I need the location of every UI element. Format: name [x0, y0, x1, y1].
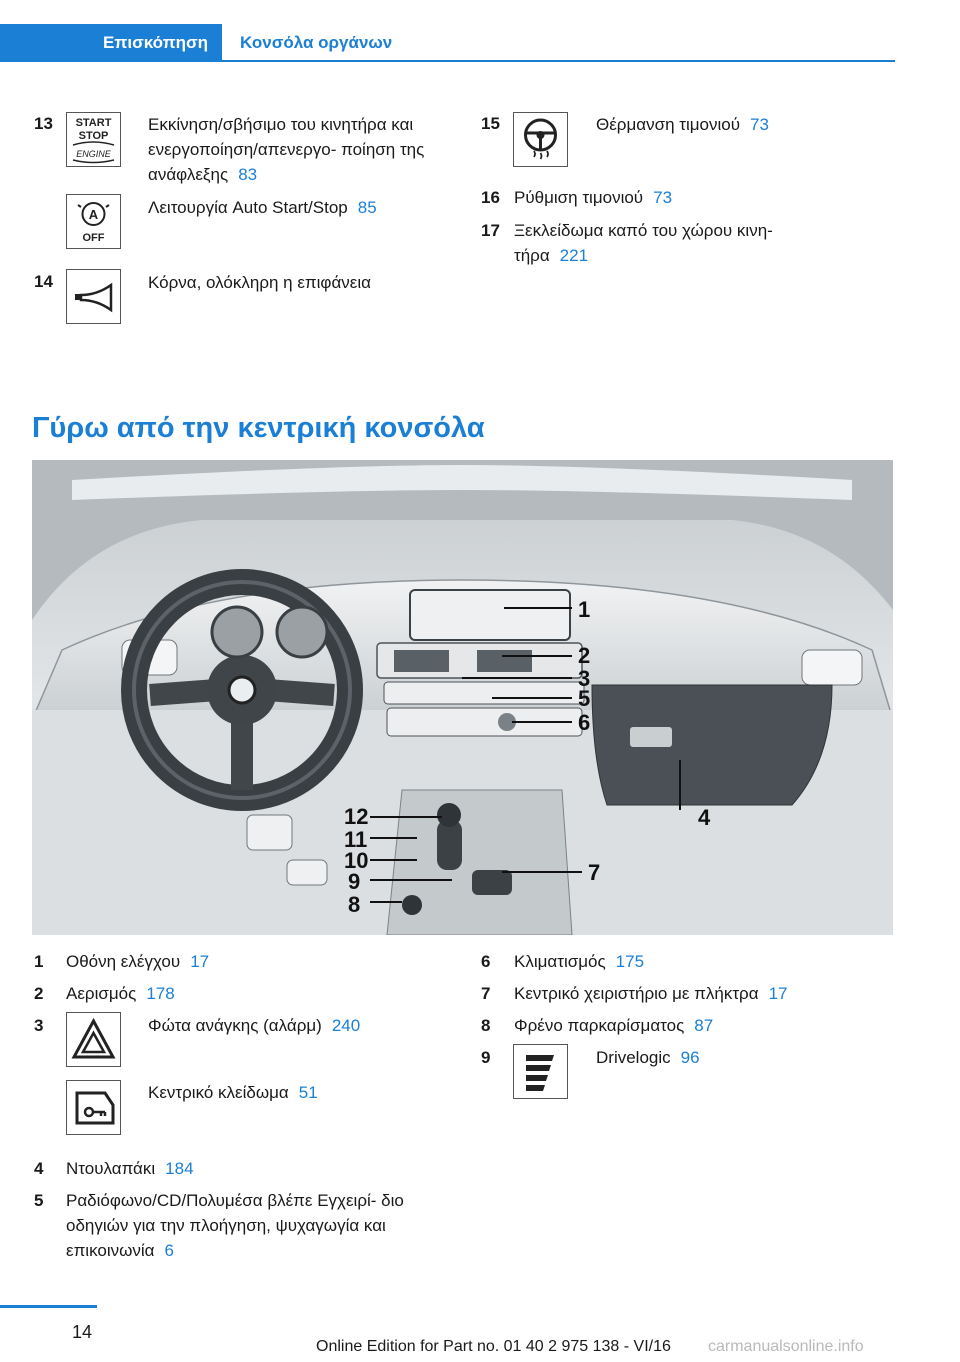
- item-number: 4: [34, 1159, 44, 1178]
- icon-label: A: [88, 207, 99, 222]
- item-text: [148, 270, 438, 295]
- item-text: [514, 949, 894, 974]
- item-number: 7: [481, 984, 491, 1003]
- page-reference[interactable]: 184: [165, 1159, 194, 1178]
- horn-icon: [66, 269, 121, 324]
- callout-number: 4: [698, 805, 711, 830]
- callout-number: 5: [578, 686, 591, 711]
- item-text: [148, 1080, 448, 1105]
- callout-number: 12: [344, 804, 369, 829]
- callout-number: 11: [344, 827, 368, 852]
- item-text: [66, 981, 446, 1006]
- page-reference[interactable]: 6: [164, 1241, 174, 1260]
- item-number: 8: [481, 1016, 491, 1035]
- tab-instrument-panel[interactable]: Κονσόλα οργάνων: [240, 33, 393, 52]
- item-number: 14: [34, 272, 53, 291]
- item-text: [66, 949, 446, 974]
- icon-label: OFF: [82, 232, 105, 244]
- item-number: 17: [481, 221, 500, 240]
- icon-label: START: [75, 117, 112, 129]
- page-reference[interactable]: 17: [190, 952, 210, 971]
- page-reference[interactable]: 85: [357, 198, 377, 217]
- dashboard-drawing: [32, 460, 893, 935]
- callout-number: 10: [344, 848, 369, 873]
- item-label: Κεντρικό κλείδωμα: [148, 1083, 289, 1102]
- item-label: Οθόνη ελέγχου: [66, 952, 181, 971]
- watermark: carmanualsonline.info: [708, 1338, 864, 1355]
- icon-label: ENGINE: [76, 149, 111, 159]
- item-text: [148, 1013, 448, 1038]
- page-reference[interactable]: 51: [298, 1083, 318, 1102]
- item-label: Ρύθμιση τιμονιού: [514, 188, 644, 207]
- start-stop-engine-icon: [66, 112, 121, 167]
- item-number: 13: [34, 114, 53, 133]
- item-label: Ξεκλείδωμα καπό του χώρου κινη- τήρα: [514, 221, 773, 265]
- item-label: Φώτα ανάγκης (αλάρμ): [148, 1016, 322, 1035]
- tab-overview[interactable]: Επισκόπηση: [0, 24, 222, 62]
- item-text: [148, 112, 438, 187]
- item-label: Θέρμανση τιμονιού: [596, 115, 741, 134]
- item-number: 5: [34, 1191, 44, 1210]
- header-tabs: [0, 24, 895, 62]
- steering-wheel-heating-icon: [513, 112, 568, 167]
- item-number: 16: [481, 188, 500, 207]
- page-reference[interactable]: 240: [331, 1016, 361, 1035]
- item-label: Drivelogic: [596, 1048, 671, 1067]
- section-title: Γύρω από την κεντρική κονσόλα: [32, 412, 485, 444]
- page-reference[interactable]: 96: [680, 1048, 700, 1067]
- callout-number: 7: [588, 860, 601, 885]
- item-number: 2: [34, 984, 44, 1003]
- item-label: Ντουλαπάκι: [66, 1159, 156, 1178]
- page-reference[interactable]: 178: [146, 984, 175, 1003]
- item-number: 15: [481, 114, 500, 133]
- page-reference[interactable]: 83: [238, 165, 258, 184]
- item-label: Αερισμός: [66, 984, 137, 1003]
- drivelogic-icon: [513, 1044, 568, 1099]
- item-label: Κόρνα, ολόκληρη η επιφάνεια: [148, 273, 371, 292]
- item-label: Κλιματισμός: [514, 952, 606, 971]
- page-reference[interactable]: 221: [559, 246, 589, 265]
- footer-rule: [0, 1305, 97, 1308]
- item-number: 1: [34, 952, 44, 971]
- icon-label: STOP: [78, 130, 109, 142]
- callout-number: 2: [578, 643, 591, 668]
- item-text: [596, 1045, 886, 1070]
- page-reference[interactable]: 17: [768, 984, 788, 1003]
- item-text: [514, 1013, 894, 1038]
- item-text: [514, 218, 834, 268]
- item-text: [148, 195, 438, 220]
- item-text: [596, 112, 886, 137]
- item-text: [66, 1156, 446, 1181]
- item-number: 3: [34, 1016, 44, 1035]
- page-reference[interactable]: 87: [694, 1016, 714, 1035]
- callout-number: 8: [348, 892, 361, 917]
- callout-number: 6: [578, 710, 591, 735]
- page-number: 14: [72, 1322, 93, 1342]
- item-text: [514, 981, 894, 1006]
- page-reference[interactable]: 73: [750, 115, 769, 134]
- item-label: Κεντρικό χειριστήριο με πλήκτρα: [514, 984, 759, 1003]
- item-text: [514, 185, 874, 210]
- item-number: 9: [481, 1048, 491, 1067]
- page-reference[interactable]: 175: [615, 952, 645, 971]
- callout-number: 9: [348, 869, 361, 894]
- edition-note: Online Edition for Part no. 01 40 2 975 138 - VI/16: [316, 1338, 671, 1355]
- central-locking-icon: [66, 1080, 121, 1135]
- auto-start-stop-off-icon: [66, 194, 121, 249]
- item-label: Ραδιόφωνο/CD/Πολυμέσα βλέπε Εγχειρί- διο οδηγιών για την πλοήγηση, ψυχαγωγία και επικοινωνία: [66, 1191, 404, 1260]
- callout-number: 1: [578, 597, 591, 622]
- item-label: Εκκίνηση/σβήσιμο του κινητήρα και ενεργοποίηση/απενεργο- ποίηση της ανάφλεξης: [148, 115, 425, 184]
- callout-number: 3: [578, 666, 591, 691]
- item-label: Λειτουργία Auto Start/Stop: [148, 198, 348, 217]
- item-number: 6: [481, 952, 491, 971]
- item-label: Φρένο παρκαρίσματος: [514, 1016, 685, 1035]
- dashboard-illustration: [32, 460, 893, 935]
- item-text: [66, 1188, 441, 1263]
- hazard-warning-icon: [66, 1012, 121, 1067]
- page-reference[interactable]: 73: [653, 188, 673, 207]
